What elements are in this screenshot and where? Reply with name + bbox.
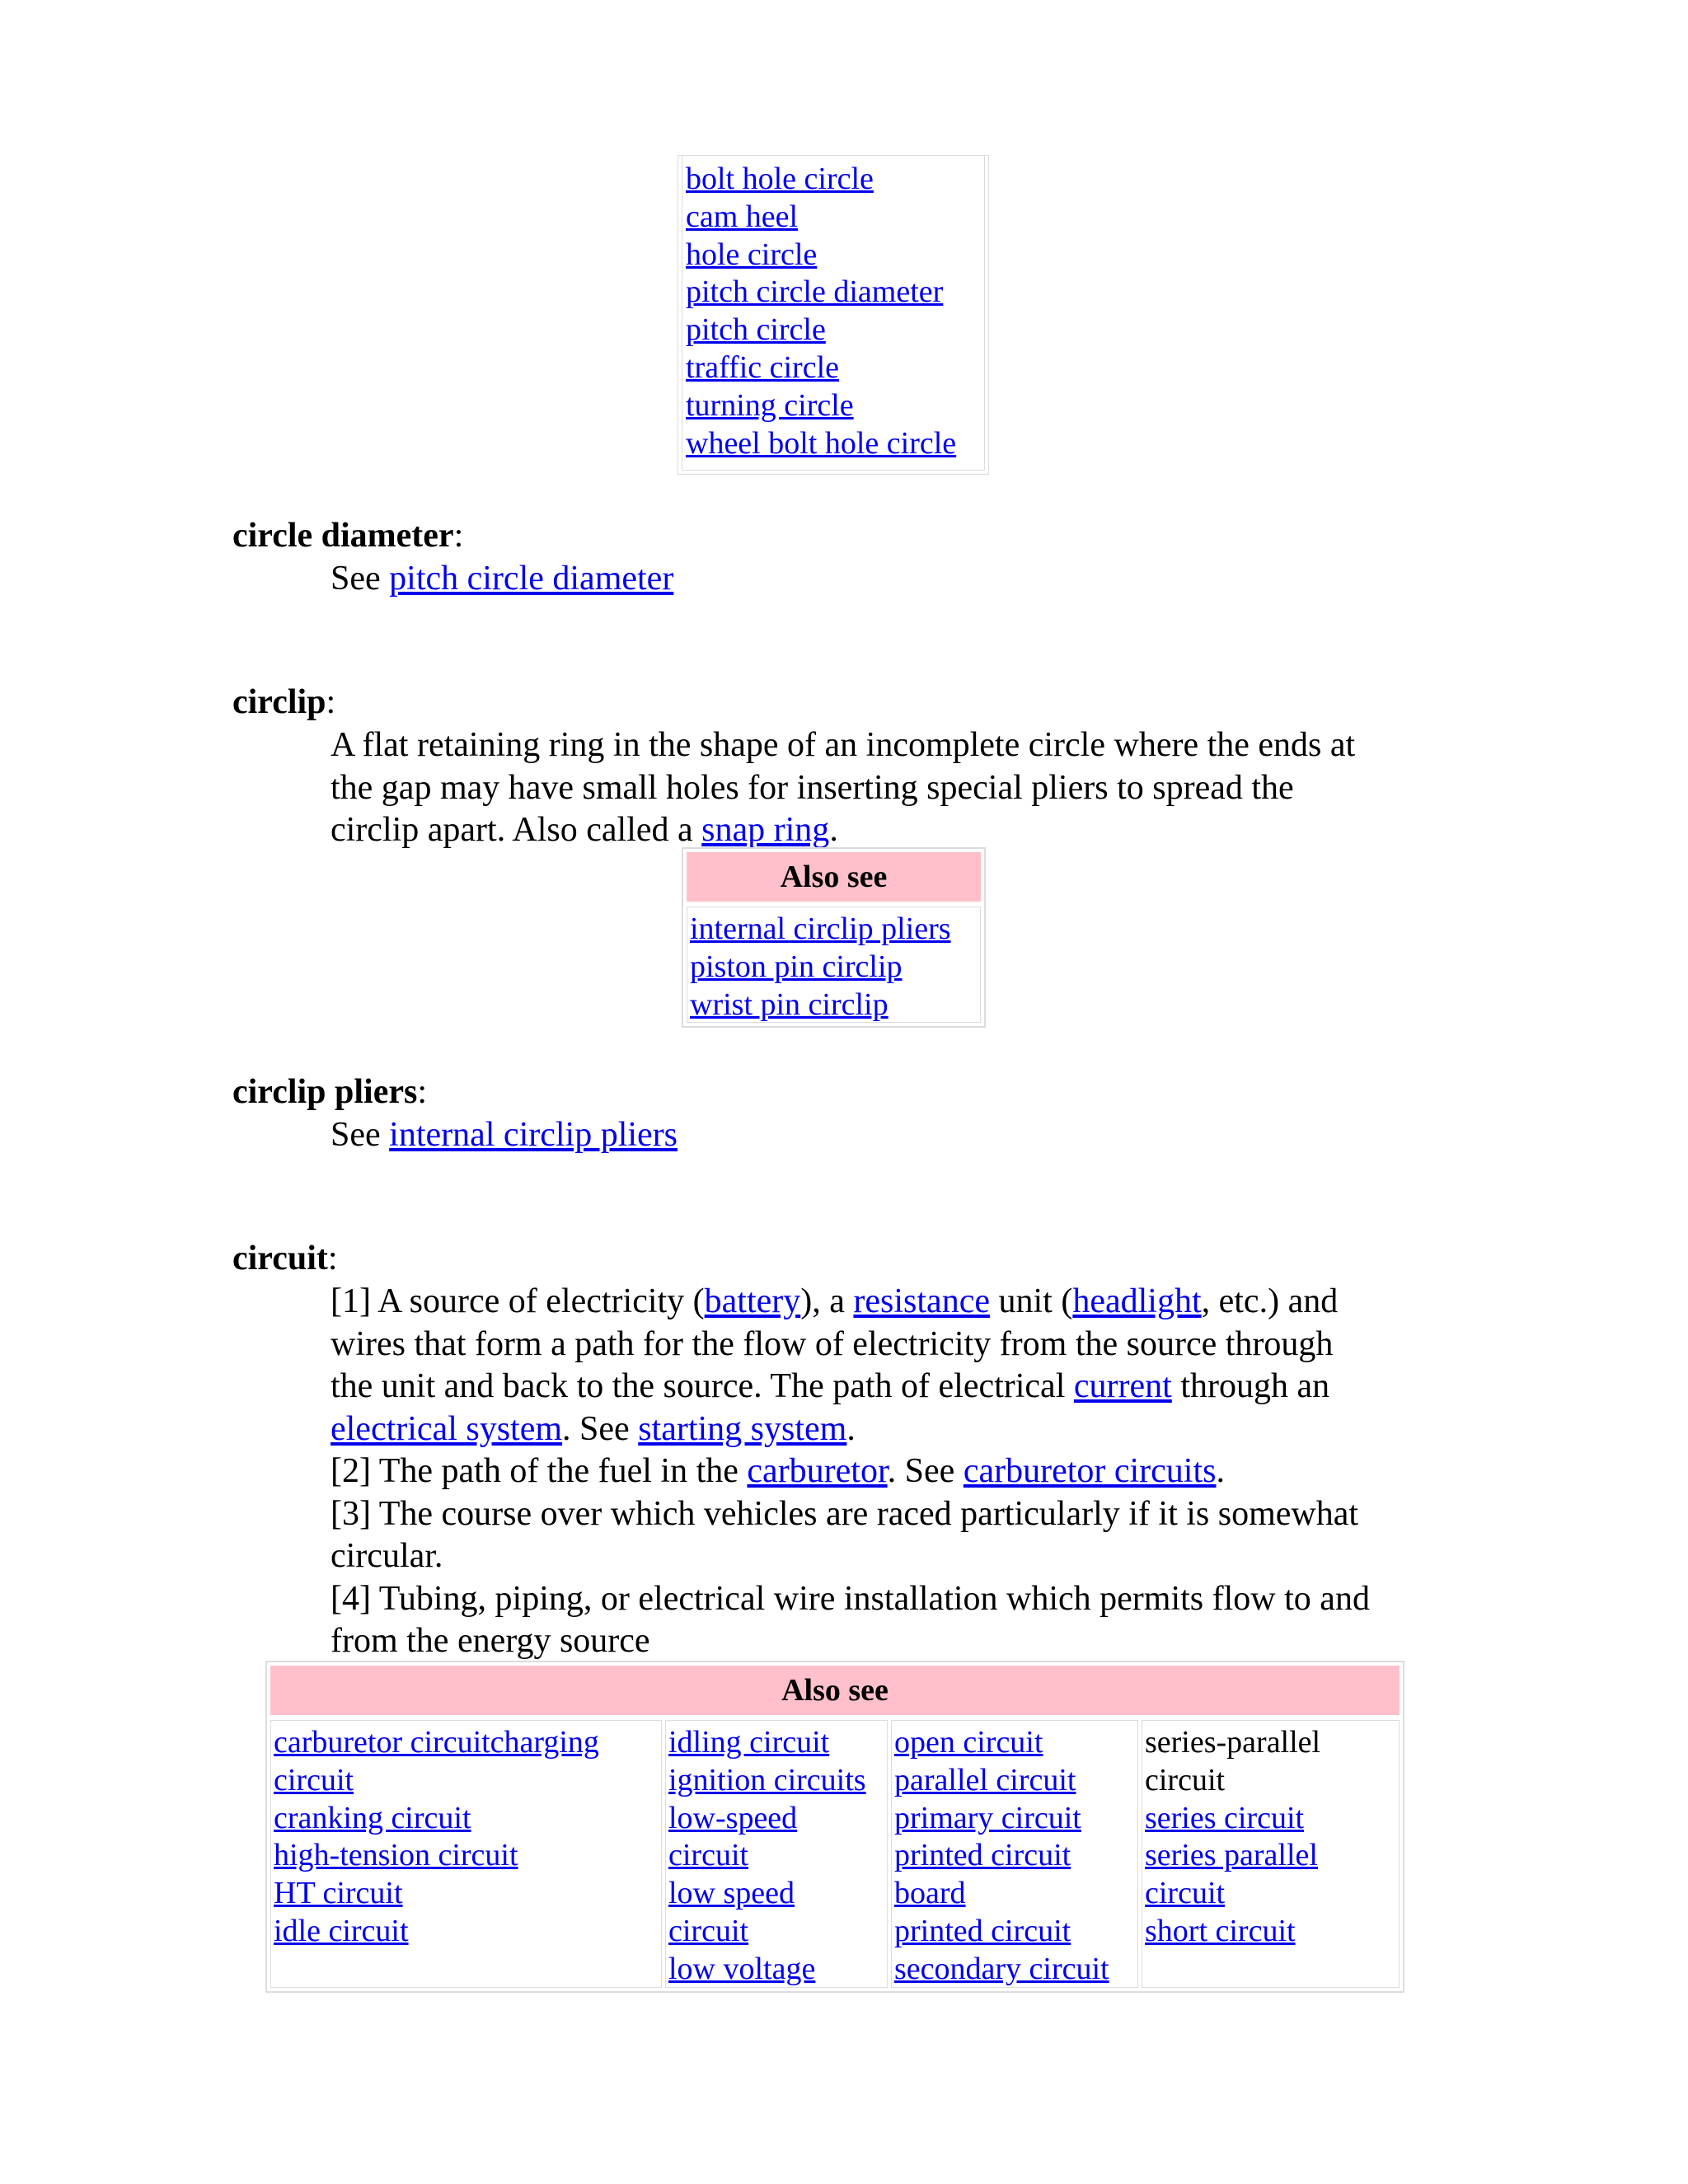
link-cranking-circuit[interactable]: cranking circuit bbox=[274, 1800, 471, 1835]
also-see-column-1 bbox=[270, 1720, 662, 1988]
definition-line: A flat retaining ring in the shape of an incomplete circle where the ends at bbox=[331, 726, 1356, 764]
link-low-speed-circuit[interactable]: low-speed bbox=[668, 1800, 798, 1835]
definition-line: the gap may have small holes for inserting special pliers to spread the bbox=[331, 768, 1294, 807]
link-low-speed-circuit-cont[interactable]: circuit bbox=[668, 1838, 749, 1873]
definition-text: [1] A source of electricity ( bbox=[331, 1282, 705, 1320]
link-low-speed-circuit-2[interactable]: low speed bbox=[668, 1876, 795, 1911]
also-see-header: Also see bbox=[687, 852, 981, 902]
definition-circuit bbox=[331, 1281, 1451, 1663]
link-pitch-circle-diameter-see[interactable]: pitch circle diameter bbox=[389, 560, 674, 598]
term-colon: : bbox=[453, 517, 464, 555]
link-wheel-bolt-hole-circle[interactable]: wheel bolt hole circle bbox=[686, 425, 957, 461]
see-label: See bbox=[331, 1116, 390, 1154]
link-battery[interactable]: battery bbox=[704, 1282, 801, 1320]
definition-line: [4] Tubing, piping, or electrical wire installation which permits flow to and bbox=[331, 1579, 1370, 1618]
also-see-column-3 bbox=[891, 1720, 1138, 1988]
link-cam-heel[interactable]: cam heel bbox=[686, 199, 799, 234]
definition-line bbox=[331, 1281, 1451, 1324]
link-pitch-circle[interactable]: pitch circle bbox=[686, 312, 826, 348]
link-low-voltage[interactable]: low voltage bbox=[668, 1951, 816, 1986]
link-starting-system[interactable]: starting system bbox=[638, 1409, 847, 1448]
link-turning-circle[interactable]: turning circle bbox=[686, 387, 854, 423]
link-series-parallel-circuit[interactable]: series parallel bbox=[1145, 1838, 1318, 1873]
link-carburetor-circuit-charging-cont[interactable]: circuit bbox=[274, 1762, 354, 1797]
definition-line: [3] The course over which vehicles are raced particularly if it is somewhat bbox=[331, 1494, 1359, 1533]
also-see-list-top bbox=[678, 155, 989, 475]
definition-text: unit ( bbox=[990, 1282, 1073, 1320]
plain-text: circuit bbox=[1145, 1762, 1226, 1797]
term-colon: : bbox=[327, 1240, 338, 1277]
term-circle-diameter-label: circle diameter bbox=[232, 517, 454, 555]
definition-text: . See bbox=[562, 1409, 639, 1448]
definition-line: wires that form a path for the flow of electricity from the source through bbox=[331, 1324, 1334, 1363]
link-short-circuit[interactable]: short circuit bbox=[1145, 1913, 1296, 1948]
definition-line: from the energy source bbox=[331, 1622, 650, 1660]
definition-text: . bbox=[1216, 1452, 1225, 1490]
definition-text: . bbox=[846, 1409, 856, 1448]
term-circle-diameter bbox=[232, 515, 463, 558]
link-secondary-circuit[interactable]: secondary circuit bbox=[894, 1951, 1109, 1986]
link-carburetor-circuits[interactable]: carburetor circuits bbox=[963, 1452, 1217, 1490]
definition-circlip-pliers bbox=[331, 1114, 1451, 1157]
link-low-speed-circuit-2-cont[interactable]: circuit bbox=[668, 1913, 749, 1948]
link-open-circuit[interactable]: open circuit bbox=[894, 1725, 1043, 1760]
link-pitch-circle-diameter[interactable]: pitch circle diameter bbox=[686, 274, 944, 310]
definition-text: , etc.) and bbox=[1201, 1282, 1339, 1320]
link-carburetor-circuit-charging[interactable]: carburetor circuitcharging bbox=[274, 1725, 599, 1760]
link-printed-circuit-board[interactable]: printed circuit bbox=[894, 1838, 1071, 1873]
link-resistance[interactable]: resistance bbox=[853, 1282, 990, 1320]
definition-circlip bbox=[331, 724, 1451, 852]
also-see-column-2 bbox=[665, 1720, 888, 1988]
definition-text: . See bbox=[887, 1452, 964, 1490]
term-colon: : bbox=[326, 683, 336, 721]
link-wrist-pin-circlip[interactable]: wrist pin circlip bbox=[690, 987, 889, 1022]
definition-text: through an bbox=[1171, 1367, 1330, 1405]
link-piston-pin-circlip[interactable]: piston pin circlip bbox=[690, 949, 903, 984]
definition-circle-diameter bbox=[331, 558, 1451, 601]
link-primary-circuit[interactable]: primary circuit bbox=[894, 1800, 1081, 1835]
term-circlip bbox=[232, 682, 335, 724]
definition-line: circular. bbox=[331, 1537, 443, 1575]
see-label: See bbox=[331, 560, 390, 598]
definition-text: [2] The path of the fuel in the bbox=[331, 1452, 748, 1490]
definition-line bbox=[331, 809, 1451, 852]
definition-text: circlip apart. Also called a bbox=[331, 811, 702, 849]
link-bolt-hole-circle[interactable]: bolt hole circle bbox=[686, 162, 874, 196]
link-headlight[interactable]: headlight bbox=[1072, 1282, 1202, 1320]
link-printed-circuit-board-cont[interactable]: board bbox=[894, 1876, 966, 1911]
also-see-column-4 bbox=[1142, 1720, 1400, 1988]
term-circuit-label: circuit bbox=[232, 1240, 328, 1277]
link-parallel-circuit[interactable]: parallel circuit bbox=[894, 1762, 1076, 1797]
term-colon: : bbox=[417, 1073, 428, 1111]
also-see-table-circuit bbox=[265, 1661, 1404, 1993]
link-printed-circuit[interactable]: printed circuit bbox=[894, 1913, 1071, 1948]
definition-line bbox=[331, 1408, 1451, 1451]
link-hole-circle[interactable]: hole circle bbox=[686, 237, 818, 272]
definition-line bbox=[331, 1451, 1451, 1493]
definition-line bbox=[331, 1366, 1451, 1408]
definition-text: the unit and back to the source. The path of electrical bbox=[331, 1367, 1074, 1405]
term-circlip-pliers bbox=[232, 1071, 427, 1114]
link-idle-circuit[interactable]: idle circuit bbox=[274, 1913, 409, 1948]
link-current[interactable]: current bbox=[1073, 1367, 1172, 1405]
link-ignition-circuits[interactable]: ignition circuits bbox=[668, 1762, 866, 1797]
term-circlip-pliers-label: circlip pliers bbox=[232, 1073, 418, 1111]
also-see-list-top-cell bbox=[682, 156, 985, 471]
link-series-circuit[interactable]: series circuit bbox=[1145, 1800, 1305, 1835]
link-traffic-circle[interactable]: traffic circle bbox=[686, 349, 839, 385]
term-circuit bbox=[232, 1238, 338, 1281]
term-circlip-label: circlip bbox=[232, 683, 326, 721]
link-internal-circlip-pliers-see[interactable]: internal circlip pliers bbox=[389, 1116, 678, 1154]
link-ht-circuit[interactable]: HT circuit bbox=[274, 1876, 403, 1911]
definition-text: . bbox=[829, 811, 838, 849]
also-see-table-circlip bbox=[682, 847, 986, 1028]
link-series-parallel-circuit-cont[interactable]: circuit bbox=[1145, 1876, 1226, 1911]
link-internal-circlip-pliers[interactable]: internal circlip pliers bbox=[690, 912, 951, 946]
link-snap-ring[interactable]: snap ring bbox=[701, 811, 830, 849]
link-electrical-system[interactable]: electrical system bbox=[331, 1409, 563, 1448]
link-idling-circuit[interactable]: idling circuit bbox=[668, 1725, 830, 1760]
also-see-header: Also see bbox=[270, 1666, 1400, 1715]
also-see-cell bbox=[687, 907, 981, 1023]
link-carburetor[interactable]: carburetor bbox=[747, 1452, 888, 1490]
definition-text: ), a bbox=[800, 1282, 854, 1320]
plain-text: series-parallel bbox=[1145, 1725, 1321, 1760]
link-high-tension-circuit[interactable]: high-tension circuit bbox=[274, 1838, 518, 1873]
